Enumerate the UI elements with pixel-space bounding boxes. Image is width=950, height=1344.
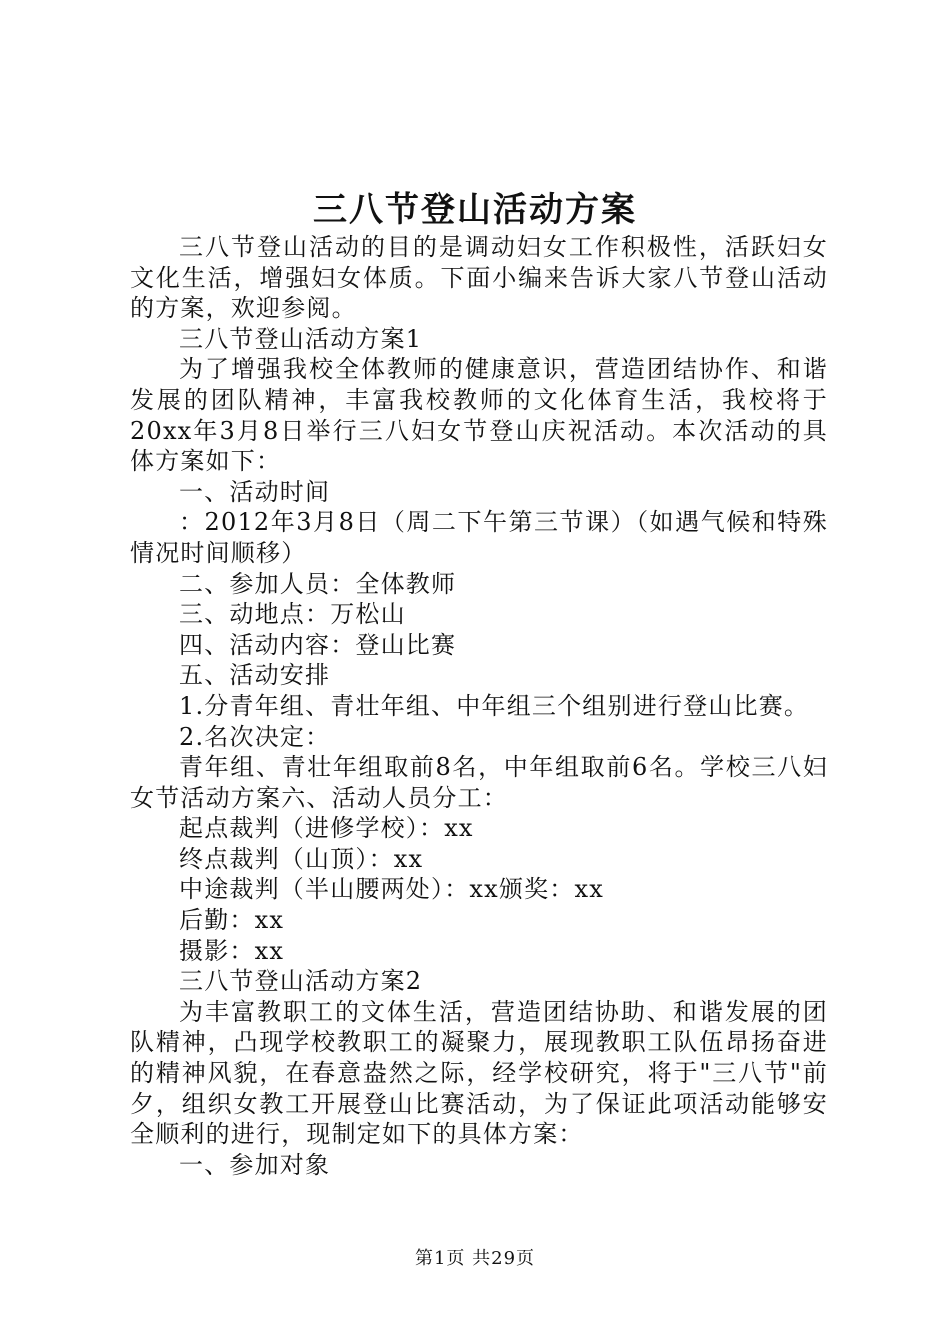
document-title: 三八节登山活动方案: [313, 190, 637, 230]
paragraph: 后勤：xx: [179, 906, 285, 935]
paragraph: 四、活动内容：登山比赛: [179, 630, 457, 659]
paragraph: 一、参加对象: [179, 1150, 331, 1179]
paragraph: 五、活动安排: [179, 661, 331, 690]
paragraph: 终点裁判（山顶）：xx: [179, 844, 424, 873]
paragraph: 三八节登山活动的目的是调动妇女工作积极性，活跃妇女文化生活，增强妇女体质。下面小编来告诉大家八节登山活动的方案，欢迎参阅。: [130, 233, 828, 323]
paragraph: 2.名次决定：: [179, 722, 331, 751]
paragraph: 起点裁判（进修学校）：xx: [179, 814, 474, 843]
paragraph: 摄影：xx: [179, 936, 285, 965]
paragraph: 三八节登山活动方案2: [179, 967, 423, 996]
document-body: [130, 232, 828, 1180]
paragraph: 1.分青年组、青壮年组、中年组三个组别进行登山比赛。: [179, 691, 810, 720]
paragraph: 三八节登山活动方案1: [179, 324, 423, 353]
paragraph: ：2012年3月8日（周二下午第三节课）（如遇气候和特殊情况时间顺移）: [130, 508, 828, 567]
page-footer: 第1页 共29页: [414, 1248, 536, 1269]
paragraph: 三、动地点：万松山: [179, 600, 406, 629]
paragraph: 中途裁判（半山腰两处）：xx颁奖：xx: [179, 875, 604, 904]
paragraph: 为了增强我校全体教师的健康意识，营造团结协作、和谐发展的团队精神，丰富我校教师的文化体育生活，我校将于20xx年3月8日举行三八妇女节登山庆祝活动。本次活动的具体方案如下：: [130, 355, 828, 476]
paragraph: 为丰富教职工的文体生活，营造团结协助、和谐发展的团队精神，凸现学校教职工的凝聚力，展现教职工队伍昂扬奋进的精神风貌，在春意盎然之际，经学校研究，将于"三八节"前夕，组织女教工开展登山比赛活动，为了保证此项活动能够安全顺利的进行，现制定如下的具体方案：: [130, 997, 828, 1149]
paragraph: 青年组、青壮年组取前8名，中年组取前6名。学校三八妇女节活动方案六、活动人员分工：: [130, 753, 828, 812]
paragraph: 二、参加人员：全体教师: [179, 569, 457, 598]
paragraph: 一、活动时间: [179, 477, 331, 506]
